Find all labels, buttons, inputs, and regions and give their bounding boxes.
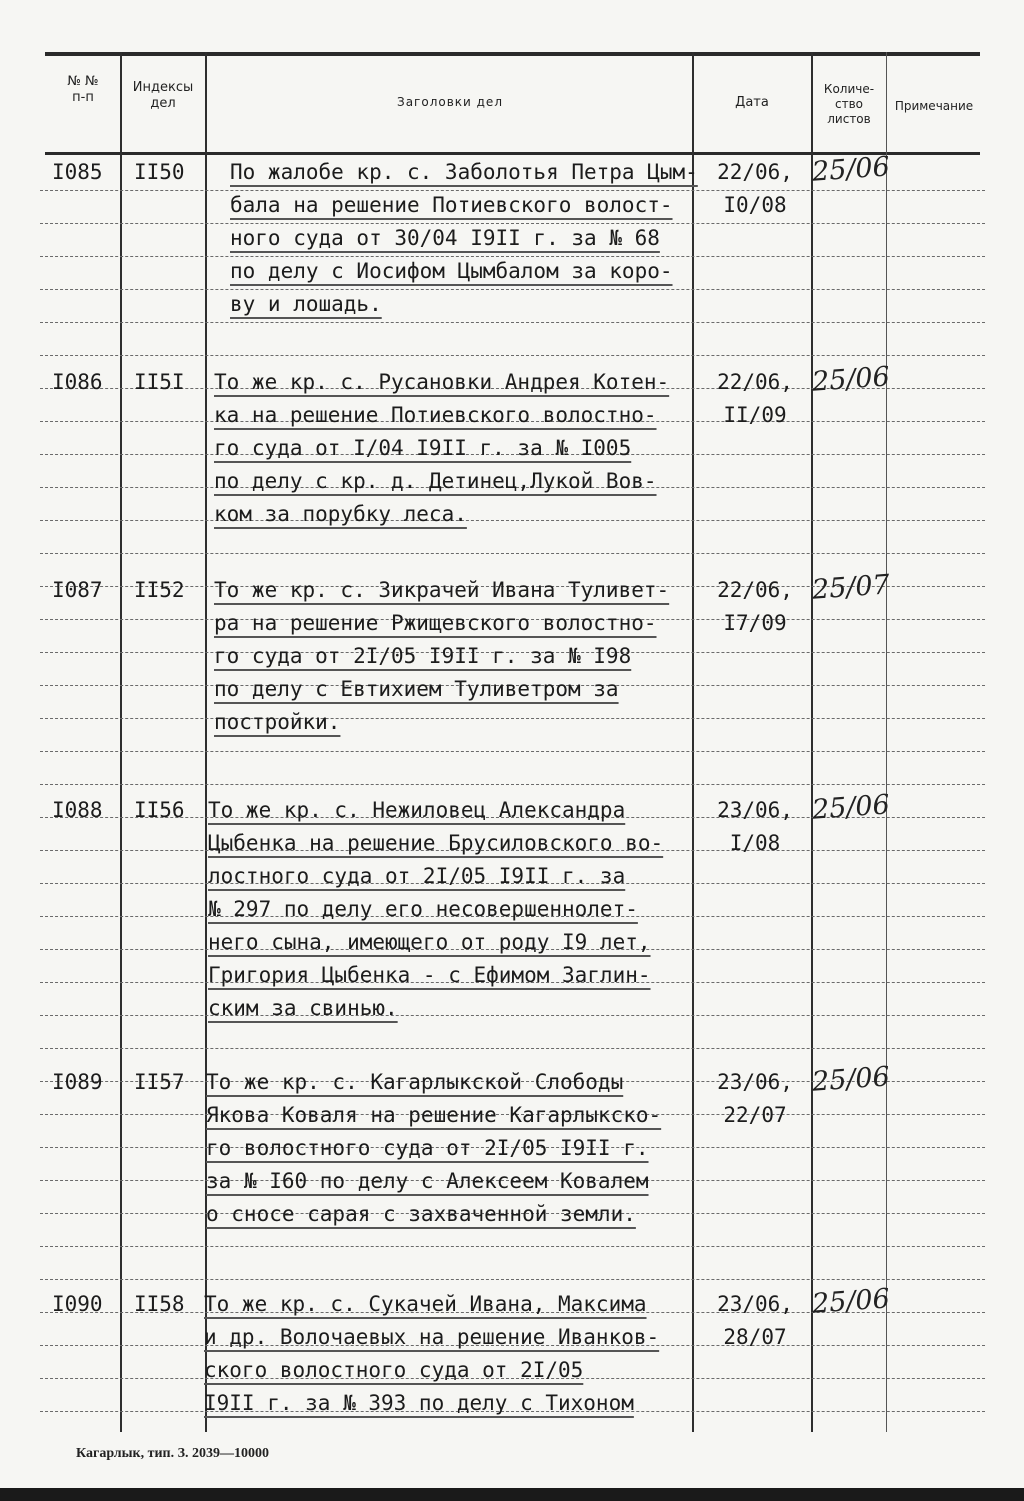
printer-imprint: Кагарлык, тип. З. 2039—10000: [76, 1446, 270, 1461]
record-title-line: То же кр. с. Сукачей Ивана, Максима: [204, 1292, 647, 1316]
handwritten-sheet-count: 25/06: [811, 361, 891, 398]
record-title: [206, 1066, 686, 1231]
table-top-border: [45, 52, 980, 56]
column-divider: [120, 52, 122, 1432]
record-dates: [696, 794, 814, 860]
record-title-line: и др. Волочаевых на решение Иванков-: [204, 1325, 660, 1349]
date-start: 23/06,: [717, 1292, 793, 1316]
date-start: 22/06,: [717, 578, 793, 602]
record-title-line: I9II г. за № 393 по делу с Тихоном: [204, 1391, 634, 1415]
ruled-line: [40, 1048, 985, 1050]
ruled-line: [40, 784, 985, 786]
header-index: Индексы дел: [132, 80, 194, 111]
handwritten-sheet-count: 25/06: [811, 151, 891, 188]
record-number: I090: [52, 1292, 103, 1316]
record-number: I087: [52, 578, 103, 602]
ruled-line: [40, 751, 985, 753]
record-title-line: по делу с Евтихием Туливетром за: [214, 677, 619, 701]
record-number: I088: [52, 798, 103, 822]
record-title-line: лостного суда от 2I/05 I9II г. за: [208, 864, 626, 888]
record-index: II52: [134, 578, 185, 602]
record-title-line: го суда от 2I/05 I9II г. за № I98: [214, 644, 632, 668]
handwritten-sheet-count: 25/06: [811, 1061, 891, 1098]
record-index: II5I: [134, 370, 185, 394]
record-dates: [696, 1288, 814, 1354]
record-title-line: о сносе сарая с захваченной земли.: [206, 1202, 636, 1226]
record-title-line: Цыбенка на решение Брусиловского во-: [208, 831, 664, 855]
record-title-line: То же кр. с. Зикрачей Ивана Туливет-: [214, 578, 670, 602]
date-end: I/08: [729, 831, 781, 855]
record-title-line: По жалобе кр. с. Заболотья Петра Цым-: [230, 160, 698, 184]
record-title-line: ра на решение Ржищевского волостно-: [214, 611, 657, 635]
ruled-line: [40, 355, 985, 357]
record-title-line: То же кр. с. Русановки Андрея Котен-: [214, 370, 670, 394]
column-divider: [886, 52, 887, 1432]
ruled-line: [40, 1279, 985, 1281]
record-number: I089: [52, 1070, 103, 1094]
record-title-line: за № I60 по делу с Алексеем Ковалем: [206, 1169, 649, 1193]
date-start: 23/06,: [717, 798, 793, 822]
record-number: I086: [52, 370, 103, 394]
date-end: I0/08: [723, 193, 787, 217]
record-title: [208, 794, 688, 1025]
date-start: 22/06,: [717, 370, 793, 394]
record-title-line: ного суда от 30/04 I9II г. за № 68: [230, 226, 660, 250]
record-dates: [696, 574, 814, 640]
record-title-line: ка на решение Потиевского волостно-: [214, 403, 657, 427]
column-divider: [811, 52, 813, 1432]
record-title-line: То же кр. с. Нежиловец Александра: [208, 798, 626, 822]
record-dates: [696, 1066, 814, 1132]
header-notes: Примечание: [894, 99, 974, 113]
record-title-line: ского волостного суда от 2I/05: [204, 1358, 584, 1382]
header-sheet-count: Количе- ство листов: [823, 82, 875, 126]
date-start: 23/06,: [717, 1070, 793, 1094]
record-title-line: ком за порубку леса.: [214, 502, 467, 526]
record-index: II56: [134, 798, 185, 822]
header-date: Дата: [735, 95, 769, 110]
record-title: [230, 156, 710, 321]
handwritten-sheet-count: 25/06: [811, 789, 891, 826]
record-title: [214, 574, 694, 739]
record-title: [214, 366, 694, 531]
record-title-line: бала на решение Потиевского волост-: [230, 193, 673, 217]
record-title-line: го волостного суда от 2I/05 I9II г.: [206, 1136, 649, 1160]
handwritten-sheet-count: 25/07: [811, 569, 891, 606]
ruled-line: [40, 553, 985, 555]
ruled-line: [40, 322, 985, 324]
date-end: 22/07: [723, 1103, 787, 1127]
header-title: Заголовки дел: [397, 95, 503, 109]
record-title-line: него сына, имеющего от роду I9 лет,: [208, 930, 651, 954]
header-number: № № п-п: [67, 74, 99, 105]
handwritten-sheet-count: 25/06: [811, 1283, 891, 1320]
record-title: [204, 1288, 684, 1420]
record-title-line: Якова Коваля на решение Кагарлыкско-: [206, 1103, 662, 1127]
record-index: II58: [134, 1292, 185, 1316]
record-title-line: То же кр. с. Кагарлыкской Слободы: [206, 1070, 624, 1094]
date-end: 28/07: [723, 1325, 787, 1349]
record-title-line: ву и лошадь.: [230, 292, 382, 316]
record-number: I085: [52, 160, 103, 184]
record-title-line: по делу с кр. д. Детинец,Лукой Вов-: [214, 469, 657, 493]
record-dates: [696, 156, 814, 222]
record-title-line: постройки.: [214, 710, 341, 734]
date-start: 22/06,: [717, 160, 793, 184]
record-title-line: го суда от I/04 I9II г. за № I005: [214, 436, 632, 460]
scan-edge: [0, 1488, 1024, 1501]
record-title-line: по делу с Иосифом Цымбалом за коро-: [230, 259, 673, 283]
date-end: I7/09: [723, 611, 787, 635]
record-index: II50: [134, 160, 185, 184]
record-title-line: Григория Цыбенка - с Ефимом Заглин-: [208, 963, 651, 987]
ruled-line: [40, 1246, 985, 1248]
record-title-line: № 297 по делу его несовершеннолет-: [208, 897, 638, 921]
record-dates: [696, 366, 814, 432]
record-title-line: ским за свинью.: [208, 996, 398, 1020]
record-index: II57: [134, 1070, 185, 1094]
date-end: II/09: [723, 403, 787, 427]
